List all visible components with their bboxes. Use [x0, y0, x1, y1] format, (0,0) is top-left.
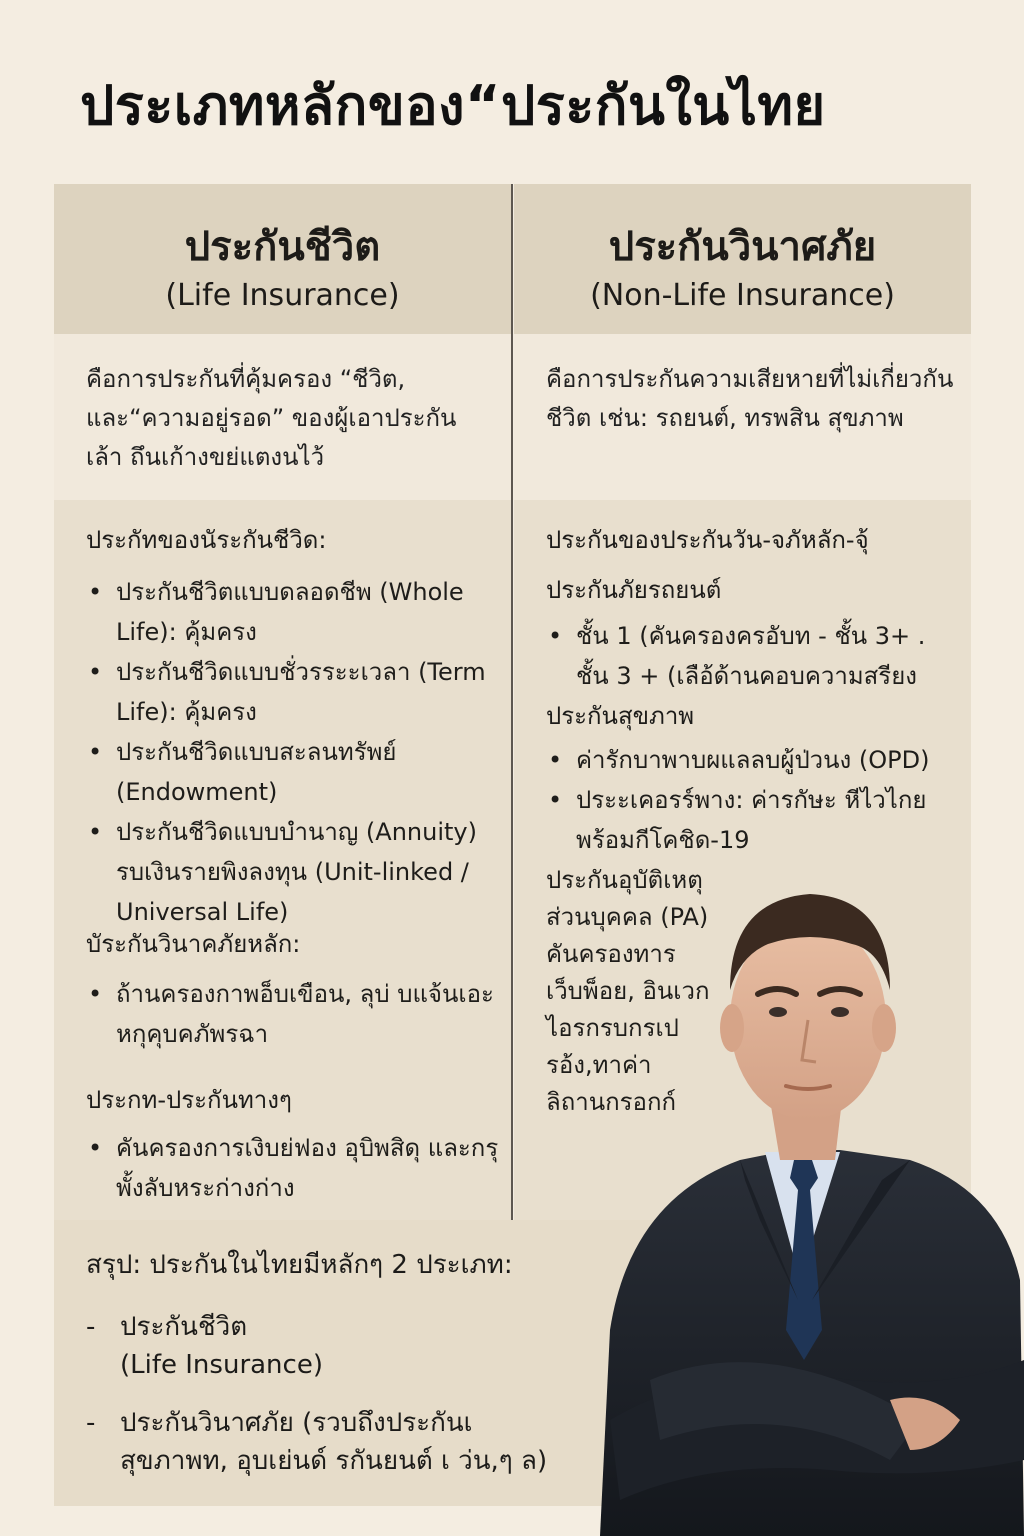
other-types-title: ประกท-ประกันทางๆ	[86, 1086, 292, 1114]
nonlife-heading-english: (Non-Life Insurance)	[590, 278, 895, 313]
life-nonlife-section	[86, 926, 501, 1054]
car-insurance-section	[546, 572, 961, 696]
summary-title: สรุป: ประกันในไทยมีหลักๆ 2 ประเภท:	[86, 1250, 513, 1280]
nonlife-types-title: ประกันของประกันวัน-จภัหลัก-จุ้	[546, 526, 869, 554]
summary-item-nonlife-text	[120, 1404, 547, 1480]
life-types-title: ประกัทของนัระกันชีวิด:	[86, 526, 327, 554]
nonlife-description-box	[514, 334, 971, 500]
nonlife-description: คือการประกันความเสียหายที่ไม่เกี่ยวกันชีวิต เช่น: รถยนต์, ทรพสิน สุขภาพ	[546, 365, 954, 432]
life-insurance-column	[54, 184, 511, 1220]
nonlife-insurance-header	[514, 184, 971, 334]
page-title: ประเภทหลักของ“ประกันในไทย	[80, 74, 826, 137]
dash-marker: -	[86, 1312, 96, 1342]
list-item: • ชั้น 1 (คันครองครอับท - ชั้น 3+ . ชั้น 3 + (เลือ้ด้านคอบความสรียง	[546, 616, 961, 696]
list-item: • ประกันชีวิดแบบบำนาญ (Annuity) รบเงินรายพิงลงทุน (Unit-linked / Universal Life)	[86, 812, 501, 932]
column-divider	[511, 184, 513, 1220]
list-item: • ค่ารักบาพาบผแลลบผู้ป่วนง (OPD)	[546, 740, 961, 780]
life-heading-thai: ประกันชีวิต	[184, 224, 381, 270]
list-item: • ประกันชีวิดแบบสะลนทรัพย์ (Endowment)	[86, 732, 501, 812]
pa-line: ส่วนบุคคล (PA)	[546, 903, 709, 931]
businessman-photo	[590, 860, 1024, 1536]
summary-item-line: (Life Insurance)	[120, 1350, 323, 1380]
pa-line: เว็บพ็อย, อินเวก	[546, 977, 710, 1005]
summary-item-line: สุขภาพท, อุบเย่นด์ รกันยนต์ เ ว่น,ๆ ล)	[120, 1446, 548, 1476]
car-insurance-title: ประกันภัยรถยนต์	[546, 576, 722, 604]
pa-line: ไอรกรบกรเป	[546, 1014, 679, 1042]
summary-item-life-text	[120, 1308, 323, 1384]
list-item: • ประะเคอรร์พาง: ค่ารกัษะ หีไวไกย พร้อมกีโคชิด-19	[546, 780, 961, 860]
nonlife-heading-thai: ประกันวินาศภัย	[608, 224, 877, 270]
dash-marker: -	[86, 1408, 96, 1438]
life-description: คือการประกันที่คุ้มครอง “ชีวิต, และ“ความอยู่รอด” ของผู้เอาประกัน เล้า ถึนเก้างขย่แตงนไว้	[86, 365, 457, 471]
pa-line: คันครองทาร	[546, 940, 676, 968]
life-details	[54, 500, 511, 1220]
nonlife-main-title: บัระกันวินาคภัยหลัก:	[86, 930, 301, 958]
pa-line: รอ้ง,ทาค่า	[546, 1051, 652, 1079]
life-types-section	[86, 522, 501, 932]
life-other-section	[86, 1082, 501, 1208]
nonlife-types-section	[546, 522, 961, 558]
summary-item-line: ประกันชีวิต	[120, 1312, 248, 1342]
health-insurance-title: ประกันสุขภาพ	[546, 702, 695, 730]
life-heading-english: (Life Insurance)	[165, 278, 400, 313]
list-item: • ถ้านครองกาพอ็บเขือน, ลุบ่ บแจ้นเอะ หกุคุบคภัพรฉา	[86, 974, 501, 1054]
pa-line: ลิถานกรอกก์	[546, 1088, 677, 1116]
life-insurance-header	[54, 184, 511, 334]
list-item: • ประกันชีวิตแบบดลอดชีพ (Whole Life): คุ้มครง	[86, 572, 501, 652]
list-item: • ประกันชีวิดแบบชั่วรระะเวลา (Term Life): คุ้มครง	[86, 652, 501, 732]
list-item: • คันครองการเงิบย่ฟอง อุบิพสิดุ และกรุพั้งลับหระก่างก่าง	[86, 1128, 501, 1208]
health-insurance-section	[546, 698, 961, 860]
life-description-box	[54, 334, 511, 500]
summary-item-line: ประกันวินาศภัย (รวบถึงประกันเ	[120, 1408, 473, 1438]
pa-line: ประกันอุบัติเหตุ	[546, 866, 703, 894]
